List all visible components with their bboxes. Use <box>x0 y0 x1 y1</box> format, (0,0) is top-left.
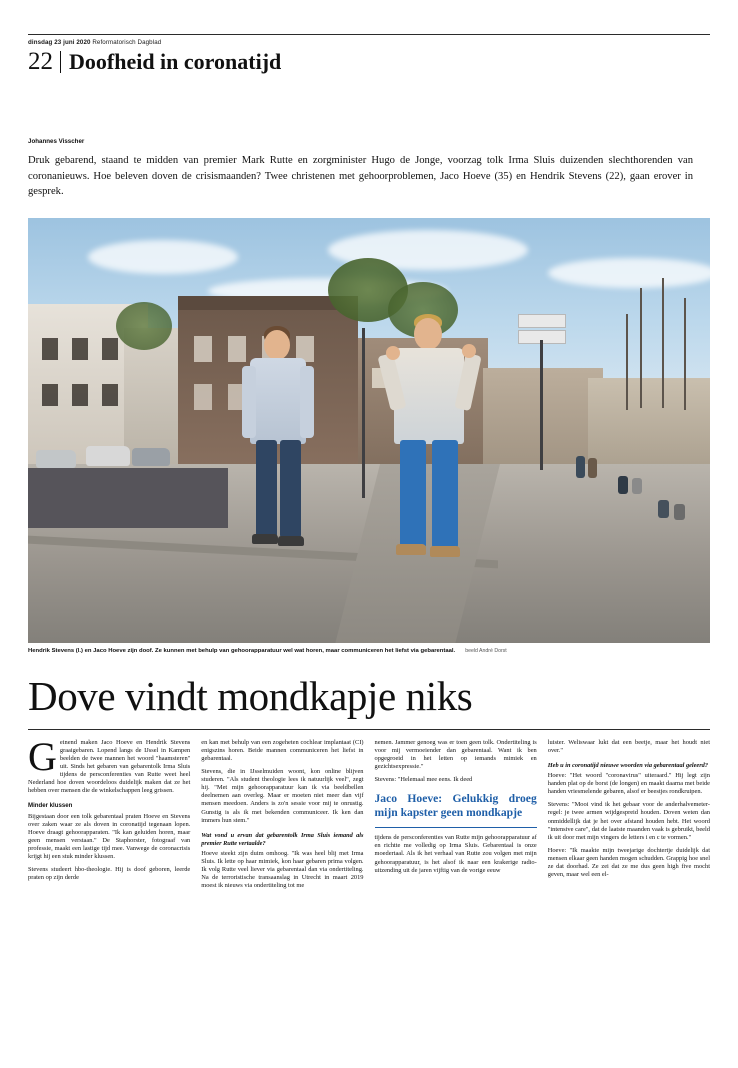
column-1 <box>28 733 191 891</box>
leg-left <box>256 440 277 538</box>
ship-mast <box>626 314 628 410</box>
photo-caption-row <box>28 648 710 654</box>
photo-caption: Hendrik Stevens (l.) en Jaco Hoeve zijn doof. Ze kunnen met behulp van gehoorapparatuur wel wat horen, maar communiceren het liefst via gebarentaal. <box>28 647 456 654</box>
window <box>72 384 88 406</box>
window <box>102 384 118 406</box>
lamp-post <box>362 328 365 498</box>
paragraph: Stevens, die in IJsselmuiden woont, kon online blijven studeren. "Als student theologie lees ik natuurlijk veel", zegt hij. "Met mijn gehoorapparatuur kan ik via beeldbellen deelnemen aan overleg. Maar er moeten niet meer dan vijf mensen meedoen. Anders is zo'n sessie voor mij te onrustig. Gunstig is als ik met bekenden communiceer. Ik ken dan immers hun stem." <box>201 768 364 824</box>
question-text: Heb u in coronatijd nieuwe woorden via gebarentaal geleerd? <box>547 761 708 769</box>
arm-left <box>242 366 256 438</box>
background-person <box>576 456 585 478</box>
paragraph: tijdens de persconferenties van Rutte mijn gehoorapparatuur af en richtte me volledig op Irma Sluis. Gebarentaal is onze moedertaal. Als ik het verhaal van Rutte zou volgen met mijn gehoorapparatuur, is het alsof ik naar een krakerige radio-uitzending uit de jaren vijftig van de vorige eeuw <box>374 834 537 874</box>
window <box>194 336 212 362</box>
photo-illustration <box>28 218 710 643</box>
ship-mast <box>684 298 686 410</box>
head <box>264 330 290 360</box>
road <box>28 468 228 528</box>
paragraph: Stevens: "Helemaal mee eens. Ik deed <box>374 776 473 784</box>
sign-post <box>540 340 543 470</box>
paragraph: Hoeve steekt zijn duim omhoog. "Ik was heel blij met Irma Sluis. Ik lette op haar mimiek, kon haar gebaren prima volgen. Ik volg Rutte veel liever via gebarentaal dan via ondertiteling. Na de terroristische transaanslag in Utrecht in maart 2019 moest ik nieuws via ondertiteling tot me <box>201 849 364 890</box>
cloud <box>548 258 710 288</box>
parked-car <box>132 448 170 466</box>
shoe-right <box>278 536 304 546</box>
torso-shirt <box>250 358 306 444</box>
window <box>42 338 58 360</box>
background-person <box>588 458 597 478</box>
shoe-left <box>396 544 426 555</box>
window <box>42 384 58 406</box>
street-sign <box>518 314 566 328</box>
paragraph: en kan met behulp van een zogeheten cochlear implantaat (CI) enigszins horen. Beide mannen communiceren het liefst in gebarentaal. <box>201 738 364 762</box>
masthead-date: dinsdag 23 juni 2020 <box>28 39 91 46</box>
byline: Johannes Visscher <box>28 138 85 145</box>
leg-right <box>432 440 458 548</box>
pull-quote: Jaco Hoeve: Gelukkig droeg mijn kapster geen mondkapje <box>375 792 537 828</box>
paragraph: Stevens studeert hbo-theologie. Hij is doof geboren, leerde praten op zijn derde <box>28 866 191 882</box>
window <box>194 384 212 410</box>
hand-left <box>386 346 400 360</box>
window <box>102 338 118 360</box>
arm-right <box>300 366 314 438</box>
paragraph: Bijgestaan door een tolk gebarentaal praten Hoeve en Stevens over zaken waar ze als doven in coronatijd tegenaan lopen. Hoeve draagt gehoorapparaten. "Ik kan geluiden horen, maar geen mensen verstaan." De Staphorster, fotograaf van professie, maakt een lastige tijd mee. Vanwege de coronacrisis krijgt hij een stuk minder klussen. <box>28 812 191 860</box>
background-person <box>674 504 685 520</box>
column-4 <box>548 739 710 891</box>
paragraph-text: einend maken Jaco Hoeve en Hendrik Stevens graaigebaren. Lopend langs de IJssel in Kampen beelden de twee mannen het woord "haamsteren" uit. Sinds het gebaren van gebarentolk Irma Sluis tijdens de persconferenties van Rutte weet heel Nederland hoe doven woordeloos duidelijk maken dat ze het hebben over mensen die de winkelschappen leeg grissen. <box>28 738 191 795</box>
background-person <box>658 500 669 518</box>
head <box>414 318 442 350</box>
leg-left <box>400 440 426 548</box>
background-person <box>618 476 628 494</box>
paragraph: Stevens: "Mooi vind ik het gebaar voor de anderhalvemeter-regel: je twee armen wijdgespreid houden. Doven weten dan onmiddellijk dat je het over afstand houden hebt. Het woord "intensive care", dat de laatste maanden vaak is gebruikt, beeld ik uit door met mijn vingers de letters i en c te vormen." <box>547 801 710 841</box>
top-rule <box>28 34 710 35</box>
article-body <box>28 733 710 891</box>
article-headline: Dove vindt mondkapje niks <box>28 672 473 719</box>
masthead-line <box>28 39 710 46</box>
parked-car <box>36 450 76 468</box>
paragraph: Hoeve: "Het woord "coronavirus" uiteraard." Hij legt zijn handen plat op de borst (de longen) en maakt daarna met beide handen vriesmelende gebaren, alsof er beestjes rondkruipen. <box>547 772 710 796</box>
paragraph: Hoeve: "Ik maakte mijn tweejarige dochtertje duidelijk dat mensen elkaar geen handen mogen schudden. Grappig hoe snel ze dat doorhad. Ze zei dat ze me dus geen high five mocht geven, maar wel een el- <box>547 846 710 879</box>
masthead-paper: Reformatorisch Dagblad <box>92 39 162 46</box>
page-number: 22 <box>28 48 53 75</box>
paragraph: nemen. Jammer genoeg was er toen geen tolk. Ondertiteling is voor mij vermoeiender dan gebarentaal. Want ik ben opgegroeid in het letten op iemands mimiek en gezichtsexpressie." <box>374 738 537 771</box>
ship-mast <box>640 288 642 408</box>
paragraph: luister. Weliswaar lukt dat een beetje, maar het houdt niet over." <box>547 738 710 754</box>
column-2 <box>201 739 363 891</box>
headline-rule <box>28 729 710 730</box>
window <box>228 336 246 362</box>
cloud <box>88 240 238 274</box>
subheading: Minder klussen <box>28 802 73 810</box>
window <box>72 338 88 360</box>
article-photo <box>28 218 710 643</box>
shoe-left <box>252 534 278 544</box>
far-buildings <box>588 378 710 478</box>
photo-credit: beeld André Dorst <box>465 647 507 654</box>
leg-right <box>280 440 301 538</box>
paragraph <box>28 733 191 796</box>
section-header <box>28 49 710 74</box>
shoe-right <box>430 546 460 557</box>
drop-cap: G <box>28 733 57 779</box>
intro-paragraph: Druk gebarend, staand te midden van premier Mark Rutte en zorgminister Hugo de Jonge, voorzag tolk Irma Sluis duizenden slechthorenden van coronanieuws. Hoe beleven doven de crisismaanden? Twee christenen met gehoorproblemen, Jaco Hoeve (35) en Hendrik Stevens (22), gaan erover in gesprek. <box>28 155 693 198</box>
hand-right <box>462 344 476 358</box>
torso-shirt <box>394 348 464 444</box>
ship-mast <box>662 278 664 408</box>
background-person <box>632 478 642 494</box>
section-title: Doofheid in coronatijd <box>60 51 281 73</box>
parked-car <box>86 446 130 466</box>
tree <box>116 302 172 350</box>
column-3 <box>375 739 537 891</box>
question-text: Wat vond u ervan dat gebarentolk Irma Sluis iemand als premier Rutte vertaalde? <box>201 831 364 847</box>
